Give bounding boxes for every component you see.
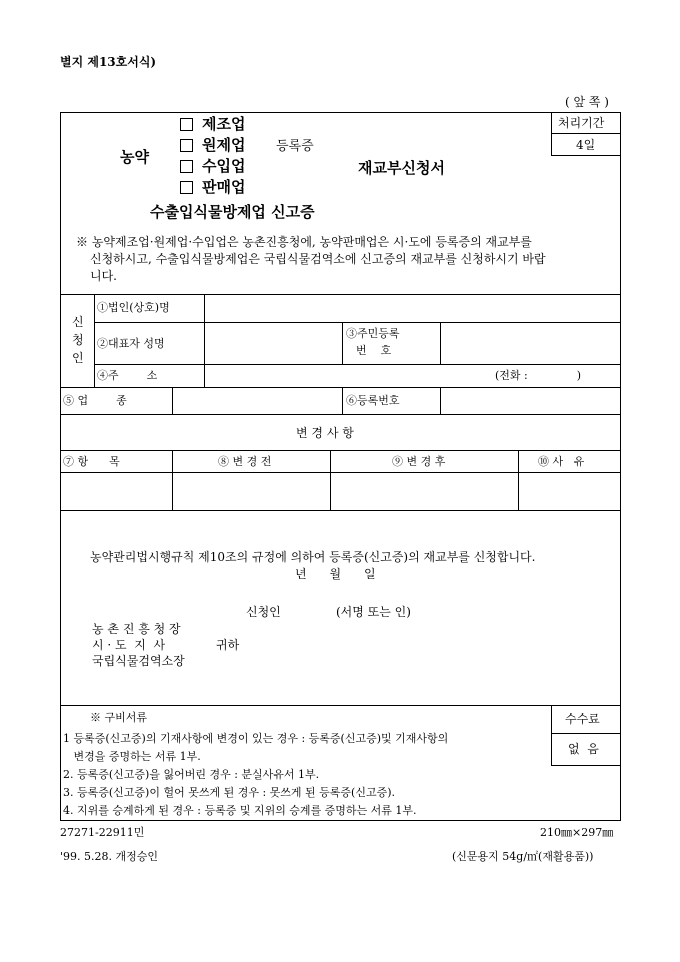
paper-size: 210㎜×297㎜ xyxy=(540,826,614,839)
corp-name-label: ①법인(상호)명 xyxy=(97,301,170,314)
recipient-rda: 농 촌 진 흥 청 장 xyxy=(92,622,181,636)
processing-label: 처리기간 xyxy=(558,116,605,130)
form-id: 별지 제13호서식) xyxy=(60,55,157,69)
resident-id-label-2: 번 호 xyxy=(356,344,392,357)
col-reason: ⑩ 사 유 xyxy=(538,455,585,468)
business-type-label: ⑤ 업 종 xyxy=(63,394,127,407)
phone-label: (전화 : ) xyxy=(495,369,581,382)
declaration-date: 년 월 일 xyxy=(295,567,376,581)
approval-date: '99. 5.28. 개정승인 xyxy=(60,850,159,863)
option-label: 원제업 xyxy=(202,136,246,154)
request-title: 재교부신청서 xyxy=(358,159,445,177)
recipient-quarantine: 국립식물검역소장 xyxy=(92,654,185,668)
form-code: 27271-22911민 xyxy=(60,826,145,839)
resident-id-label: ③주민등록 xyxy=(346,327,400,340)
document-item: 3. 등록증(신고증)이 헐어 못쓰게 된 경우 : 못쓰게 된 등록증(신고증). xyxy=(63,786,395,799)
checkbox-technical[interactable] xyxy=(180,139,193,152)
option-label: 판매업 xyxy=(202,178,246,196)
fee-value: 없 음 xyxy=(568,742,599,756)
rep-name-label: ②대표자 성명 xyxy=(97,337,165,350)
document-item: 1 등록증(신고증)의 기재사항에 변경이 있는 경우 : 등록증(신고증)및 기재사항의 xyxy=(63,732,449,745)
notice-line: ※ 농약제조업·원제업·수입업은 농촌진흥청에, 농약판매업은 시·도에 등록증의 재교부를 xyxy=(76,235,532,249)
title-prefix: 농약 xyxy=(120,148,149,166)
document-item: 변경을 증명하는 서류 1부. xyxy=(63,750,201,763)
address-label: ④주 소 xyxy=(97,369,158,382)
option-label: 제조업 xyxy=(202,115,246,133)
paper-spec: (신문용지 54g/㎡(재활용품)) xyxy=(452,850,594,863)
changes-title: 변 경 사 항 xyxy=(296,426,354,440)
notice-line: 니다. xyxy=(90,269,117,283)
notice-line: 신청하시고, 수출입식물방제업은 국립식물검역소에 신고증의 재교부를 신청하시기 바랍 xyxy=(90,252,546,266)
processing-value: 4일 xyxy=(576,138,596,152)
registration-number-label: ⑥등록번호 xyxy=(346,394,400,407)
certificate-word: 등록증 xyxy=(276,139,314,154)
option-label: 수입업 xyxy=(202,157,246,175)
subtitle: 수출입식물방제업 신고증 xyxy=(150,203,315,221)
recipient-governor: 시 · 도 지 사 xyxy=(92,638,166,652)
document-item: 2. 등록증(신고증)을 잃어버린 경우 : 분실사유서 1부. xyxy=(63,768,320,781)
page-side-label: ( 앞 쪽 ) xyxy=(565,95,609,109)
applicant-line: 신청인 xyxy=(246,605,281,619)
document-item: 4. 지위를 승계하게 된 경우 : 등록증 및 지위의 승계를 증명하는 서류 1부. xyxy=(63,804,417,817)
fee-label: 수수료 xyxy=(565,712,600,726)
documents-title: ※ 구비서류 xyxy=(90,711,148,724)
declaration-statement: 농약관리법시행규칙 제10조의 규정에 의하여 등록증(신고증)의 재교부를 신청합니다. xyxy=(90,550,536,564)
addressee-label: 귀하 xyxy=(216,638,240,652)
checkbox-import[interactable] xyxy=(180,160,193,173)
checkbox-sales[interactable] xyxy=(180,181,193,194)
col-item: ⑦ 항 목 xyxy=(63,455,120,468)
col-before: ⑧ 변 경 전 xyxy=(218,455,272,468)
col-after: ⑨ 변 경 후 xyxy=(392,455,446,468)
signature-label: (서명 또는 인) xyxy=(336,605,411,619)
checkbox-manufacturing[interactable] xyxy=(180,118,193,131)
